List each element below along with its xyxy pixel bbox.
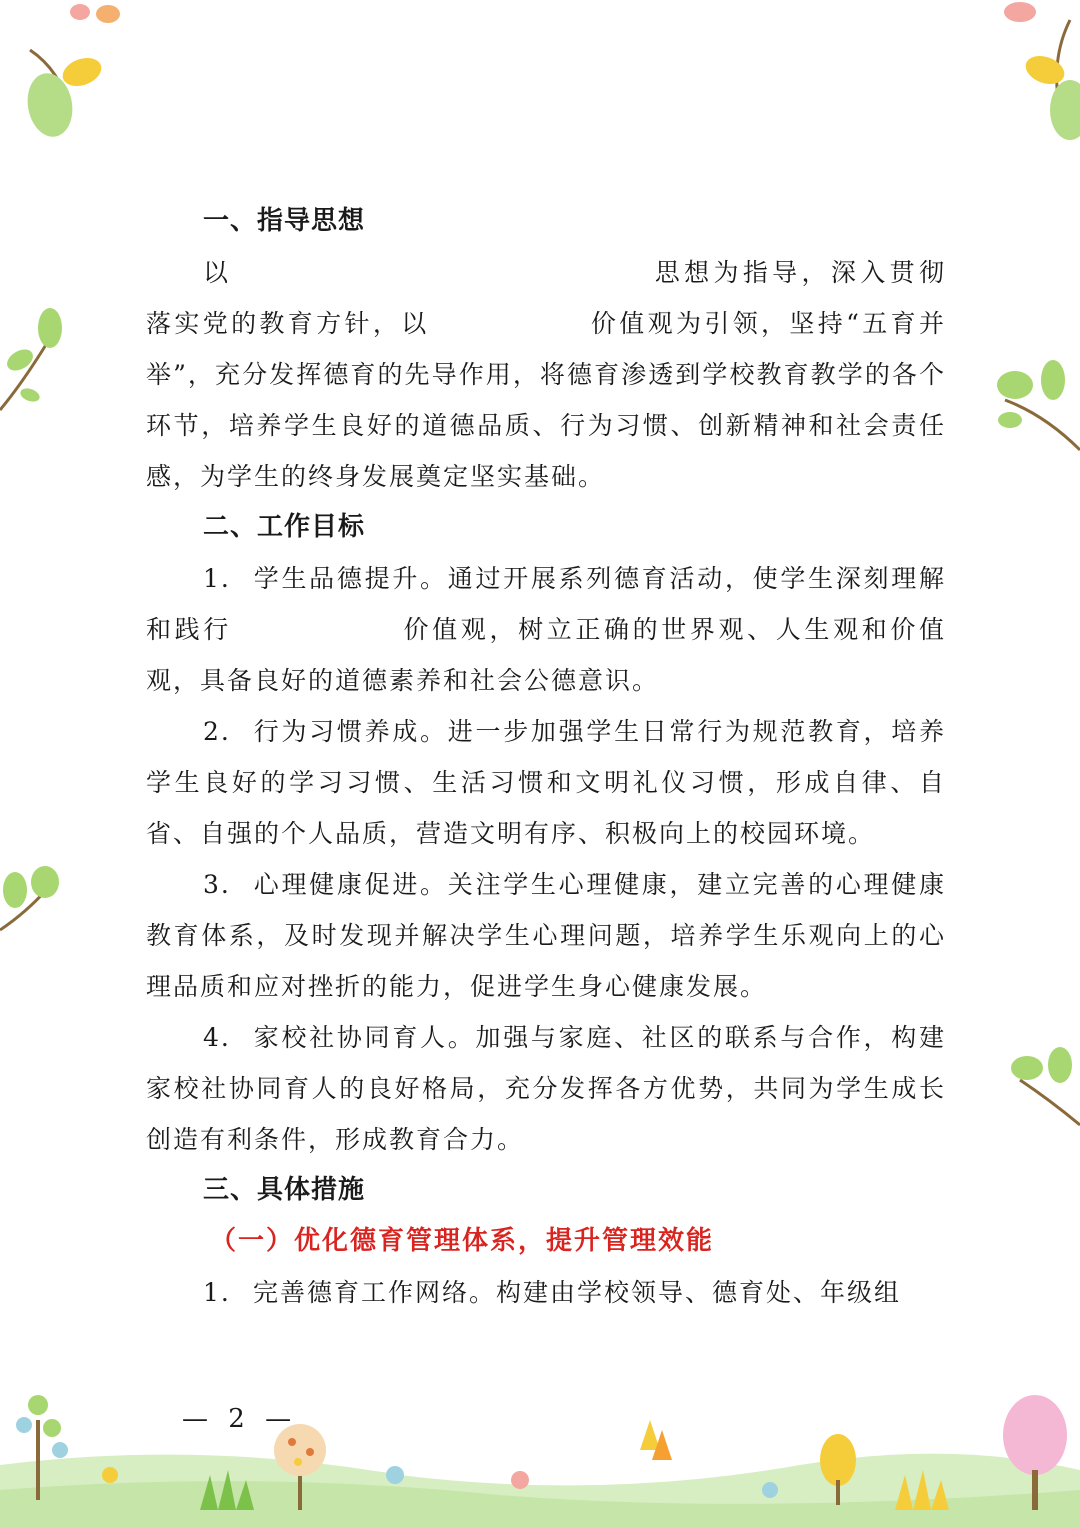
goal-item-3 (146, 859, 946, 1012)
section-heading-guiding-ideology: 一、指导思想 (203, 206, 366, 236)
item-number: 3. (203, 870, 231, 899)
branch-left-lower (0, 860, 70, 950)
text-fragment: 价值观为引领，坚持“五育并举”，充分发挥德育的先导作用，将德育渗透到学校教育教学的各个环节，培养学生良好的道德品质、行为习惯、创新精神和社会责任感，为学生的终身发展奠定坚实基础。 (146, 309, 946, 491)
branch-right-upper (985, 355, 1080, 455)
branch-right-lower (1005, 1040, 1080, 1130)
item-text: 心理健康促进。关注学生心理健康，建立完善的心理健康教育体系，及时发现并解决学生心理问题，培养学生乐观向上的心理品质和应对挫折的能力，促进学生身心健康发展。 (146, 870, 946, 1001)
text-fragment: 思想为指导，深入贯彻落实党的教育方针，以 (146, 258, 946, 338)
goal-item-4 (146, 1012, 946, 1165)
branch-left-upper (0, 300, 80, 420)
item-number: 4. (203, 1023, 231, 1052)
goal-item-1 (146, 553, 946, 706)
paragraph-guiding-ideology (146, 247, 946, 502)
subsection-heading-management: （一）优化德育管理体系，提升管理效能 (210, 1226, 715, 1256)
text-fragment: 价值观，树立正确的世界观、人生观和价值观，具备良好的道德素养和社会公德意识。 (146, 615, 946, 695)
text-fragment: 学生品德提升。通过开展系列德育活动，使学生深刻理解和践行 (146, 564, 946, 644)
item-number: 1. (203, 1278, 231, 1307)
landscape-footer (0, 1380, 1080, 1527)
leaves-corner-top-left (10, 0, 120, 150)
item-text: 行为习惯养成。进一步加强学生日常行为规范教育，培养学生良好的学习习惯、生活习惯和文明礼仪习惯，形成自律、自省、自强的个人品质，营造文明有序、积极向上的校园环境。 (146, 717, 946, 848)
section-heading-work-goals: 二、工作目标 (203, 512, 366, 542)
section-heading-specific-measures: 三、具体措施 (203, 1175, 366, 1205)
measure-item-1 (146, 1267, 946, 1318)
goal-item-2 (146, 706, 946, 859)
item-number: 2. (203, 717, 231, 746)
text-fragment: 以 (203, 258, 233, 287)
page-number: — 2 — (182, 1404, 298, 1434)
item-text: 家校社协同育人。加强与家庭、社区的联系与合作，构建家校社协同育人的良好格局，充分发挥各方优势，共同为学生成长创造有利条件，形成教育合力。 (146, 1023, 946, 1154)
document-body (146, 196, 946, 1318)
item-number: 1. (203, 564, 231, 593)
leaves-corner-top-right (990, 0, 1080, 150)
item-text: 完善德育工作网络。构建由学校领导、德育处、年级组 (253, 1278, 902, 1307)
